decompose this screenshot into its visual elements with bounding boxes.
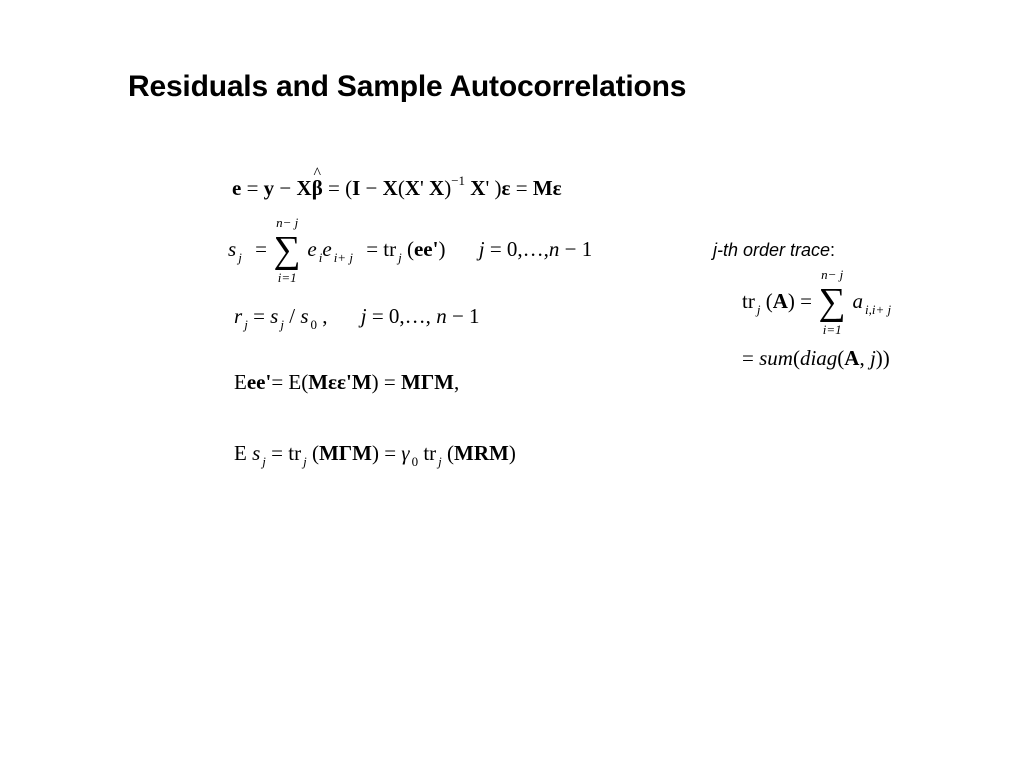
trace-definition-label: j-th order trace: xyxy=(713,240,836,260)
summation-symbol: n− j ∑ i=1 xyxy=(273,215,301,285)
expected-autocovariance-equation: E s $_j$ = tr $_j$ (MΓM) = γ $_0$ tr $_j$ (MRM) xyxy=(234,441,516,469)
trace-definition-equation: tr $_j$ (A) = n− j ∑ i=1 a $_{i,i+ j}$ xyxy=(742,267,892,337)
expected-residual-product-equation: Eee'= E(Mεε'M) = MΓM, xyxy=(234,370,460,394)
sample-autocorrelation-equation: r $_j$ = s $_j$ / s $_0$ , j = 0,…, n − 1 xyxy=(234,304,480,332)
trace-sum-diag-equation: = sum(diag(A, j)) xyxy=(742,346,890,370)
residual-equation: e = y − X^ β = (I − X(X' X)$^{-1}$ X' )ε = Mε xyxy=(232,174,562,199)
slide-title: Residuals and Sample Autocorrelations xyxy=(128,70,687,103)
sample-autocovariance-equation: s $_j$ = n− j ∑ i=1 e $_i$e $_{i+ j}$ = tr $_j$ (ee') j = 0,…,n − 1 xyxy=(228,215,593,285)
summation-symbol: n− j ∑ i=1 xyxy=(818,267,846,337)
